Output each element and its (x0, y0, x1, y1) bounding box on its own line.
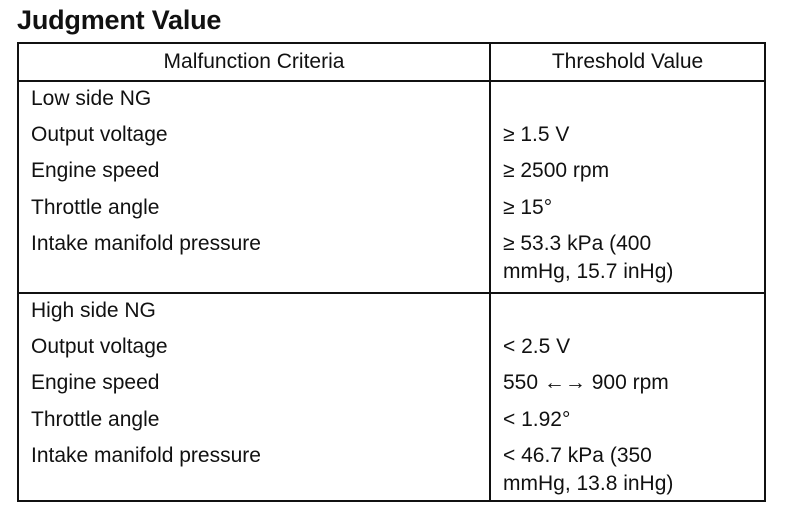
table-row-criteria: Throttle angle (31, 196, 160, 219)
table-row-criteria: Engine speed (31, 159, 160, 182)
page-title: Judgment Value (17, 5, 222, 35)
table-row-criteria: Throttle angle (31, 408, 160, 431)
table-row-threshold: 550 ←→ 900 rpm (503, 371, 669, 394)
header-threshold-value: Threshold Value (551, 50, 704, 73)
table-row-criteria: Output voltage (31, 123, 168, 146)
header-malfunction-criteria: Malfunction Criteria (163, 50, 345, 73)
table-row-criteria: Engine speed (31, 371, 160, 394)
table-row-threshold: ≥ 1.5 V (503, 123, 570, 146)
judgment-value-table (17, 42, 766, 502)
column-divider (489, 44, 491, 500)
table-row-threshold: ≥ 15° (503, 196, 553, 219)
table-row-threshold: < 46.7 kPa (350 (503, 444, 652, 467)
table-row-threshold-continued: mmHg, 13.8 inHg) (503, 472, 674, 495)
table-row-criteria: Intake manifold pressure (31, 232, 261, 255)
group-label-low-side: Low side NG (31, 87, 152, 110)
group-label-high-side: High side NG (31, 299, 156, 322)
table-row-criteria: Intake manifold pressure (31, 444, 261, 467)
table-row-criteria: Output voltage (31, 335, 168, 358)
table-header-row (19, 44, 764, 80)
table-row-threshold: ≥ 2500 rpm (503, 159, 610, 182)
group-high-side (19, 294, 764, 500)
group-low-side (19, 82, 764, 292)
table-row-threshold: ≥ 53.3 kPa (400 (503, 232, 652, 255)
table-row-threshold-continued: mmHg, 15.7 inHg) (503, 260, 674, 283)
table-row-threshold: < 1.92° (503, 408, 571, 431)
table-row-threshold: < 2.5 V (503, 335, 571, 358)
